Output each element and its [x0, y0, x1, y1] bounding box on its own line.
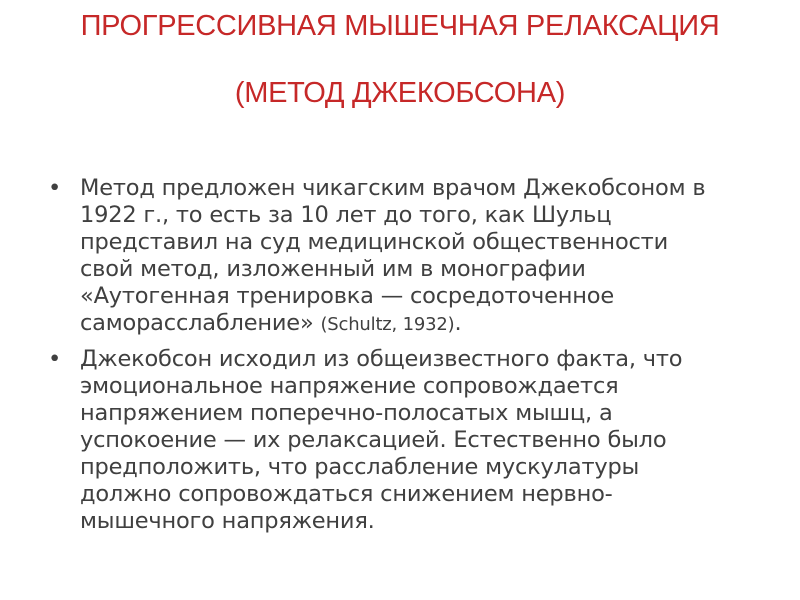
title-line-main: ПРОГРЕССИВНАЯ МЫШЕЧНАЯ РЕЛАКСАЦИЯ — [80, 10, 720, 42]
bullet-text: Метод предложен чикагским врачом Джекобсоном в 1922 г., то есть за 10 лет до того, как Шульц представил на суд медицинской общественности свой метод, изложенный им в монографии «Аутогенная тренировка — сосредоточенное саморасслабление» — [80, 175, 706, 336]
bullet-item-2 — [48, 346, 728, 535]
bullet-list — [48, 175, 728, 543]
bullet-marker: • — [48, 175, 62, 201]
bullet-item-1 — [48, 175, 728, 338]
citation: (Schultz, 1932) — [320, 314, 455, 335]
bullet-marker: • — [48, 346, 62, 372]
bullet-text: Джекобсон исходил из общеизвестного факта, что эмоциональное напряжение сопровождается напряжением поперечно-полосатых мышц, а успокоение — их релаксацией. Естественно было предположить, что расслабление мускулатуры должно сопровождаться снижением нервно-мышечного напряжения. — [80, 346, 683, 534]
bullet-text-tail: . — [454, 310, 462, 336]
title-line-subtitle: (МЕТОД ДЖЕКОБСОНА) — [234, 77, 566, 109]
